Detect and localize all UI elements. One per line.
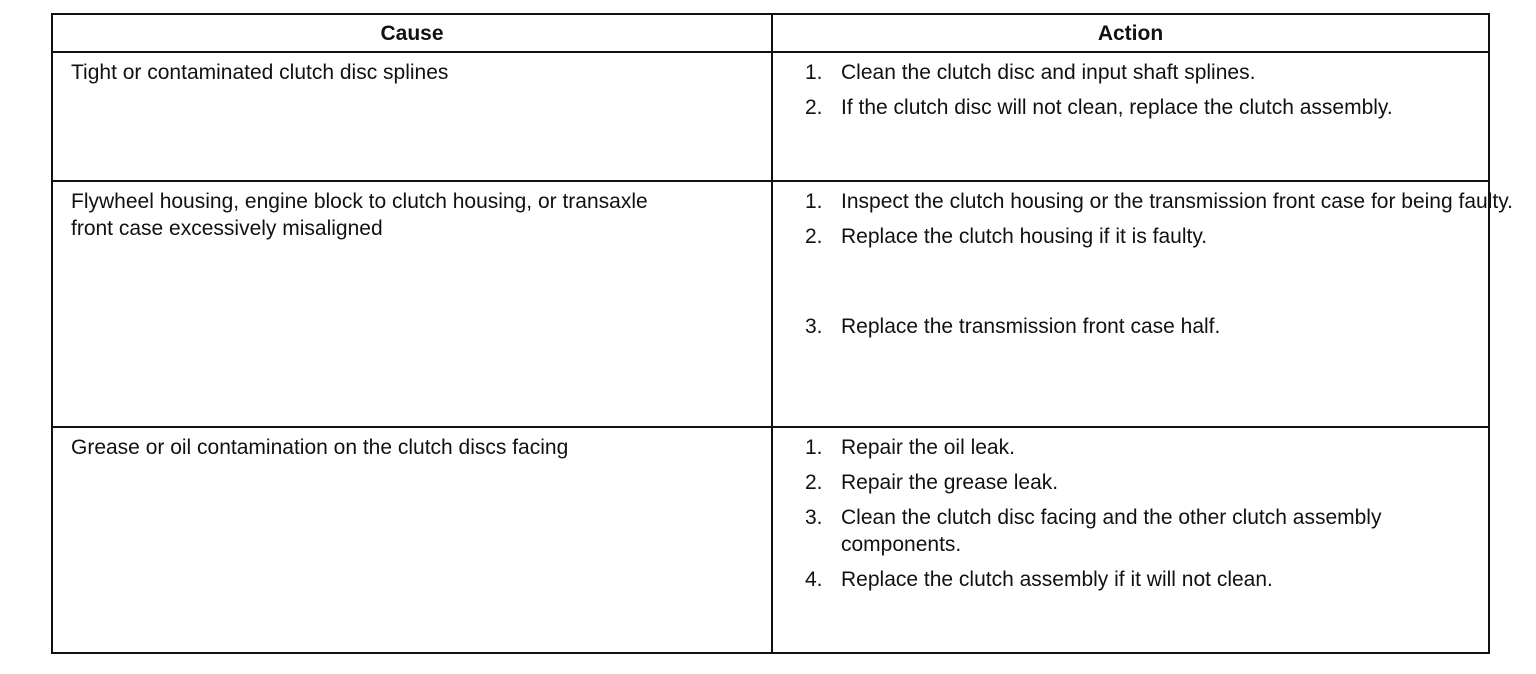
action-item bbox=[805, 434, 1485, 461]
action-text: Clean the clutch disc and input shaft splines. bbox=[841, 61, 1256, 84]
action-number: 1. bbox=[805, 61, 823, 84]
action-number: 3. bbox=[805, 315, 823, 338]
action-text: Replace the clutch housing if it is faulty. bbox=[841, 225, 1208, 248]
row-divider-1 bbox=[53, 180, 1488, 182]
troubleshooting-table bbox=[51, 13, 1513, 654]
action-number: 3. bbox=[805, 506, 823, 529]
column-header-cause: Cause bbox=[380, 22, 444, 45]
row-2-actions bbox=[805, 188, 1513, 340]
row-divider-2 bbox=[53, 426, 1488, 428]
action-number: 2. bbox=[805, 225, 823, 248]
action-number: 2. bbox=[805, 96, 823, 119]
action-item bbox=[805, 59, 1396, 86]
column-header-action: Action bbox=[1097, 22, 1164, 45]
action-text: Inspect the clutch housing or the transmission front case for being faulty. bbox=[841, 190, 1513, 213]
action-item bbox=[805, 504, 1401, 558]
action-text: If the clutch disc will not clean, replace the clutch assembly. bbox=[841, 96, 1393, 119]
action-number: 1. bbox=[805, 190, 823, 213]
column-divider bbox=[771, 15, 773, 652]
row-3-cause: Grease or oil contamination on the clutch discs facing bbox=[71, 436, 569, 459]
action-number: 1. bbox=[805, 436, 823, 459]
action-text: Replace the transmission front case half. bbox=[841, 315, 1221, 338]
action-text: Clean the clutch disc facing and the other clutch assembly components. bbox=[841, 506, 1382, 556]
action-item bbox=[805, 469, 1485, 496]
action-text: Replace the clutch assembly if it will not clean. bbox=[841, 568, 1273, 591]
action-item bbox=[805, 94, 1436, 121]
action-item bbox=[805, 188, 1521, 215]
action-item bbox=[805, 313, 1485, 340]
action-item bbox=[805, 566, 1485, 593]
row-1-cause: Tight or contaminated clutch disc splines bbox=[71, 61, 449, 84]
row-1-actions bbox=[805, 59, 1485, 121]
row-2-cause: Flywheel housing, engine block to clutch housing, or transaxle front case excessively misaligned bbox=[71, 190, 648, 240]
row-3-actions bbox=[805, 434, 1485, 593]
action-number: 2. bbox=[805, 471, 823, 494]
action-text: Repair the oil leak. bbox=[841, 436, 1015, 459]
action-number: 4. bbox=[805, 568, 823, 591]
action-text: Repair the grease leak. bbox=[841, 471, 1059, 494]
action-item bbox=[805, 223, 1485, 250]
